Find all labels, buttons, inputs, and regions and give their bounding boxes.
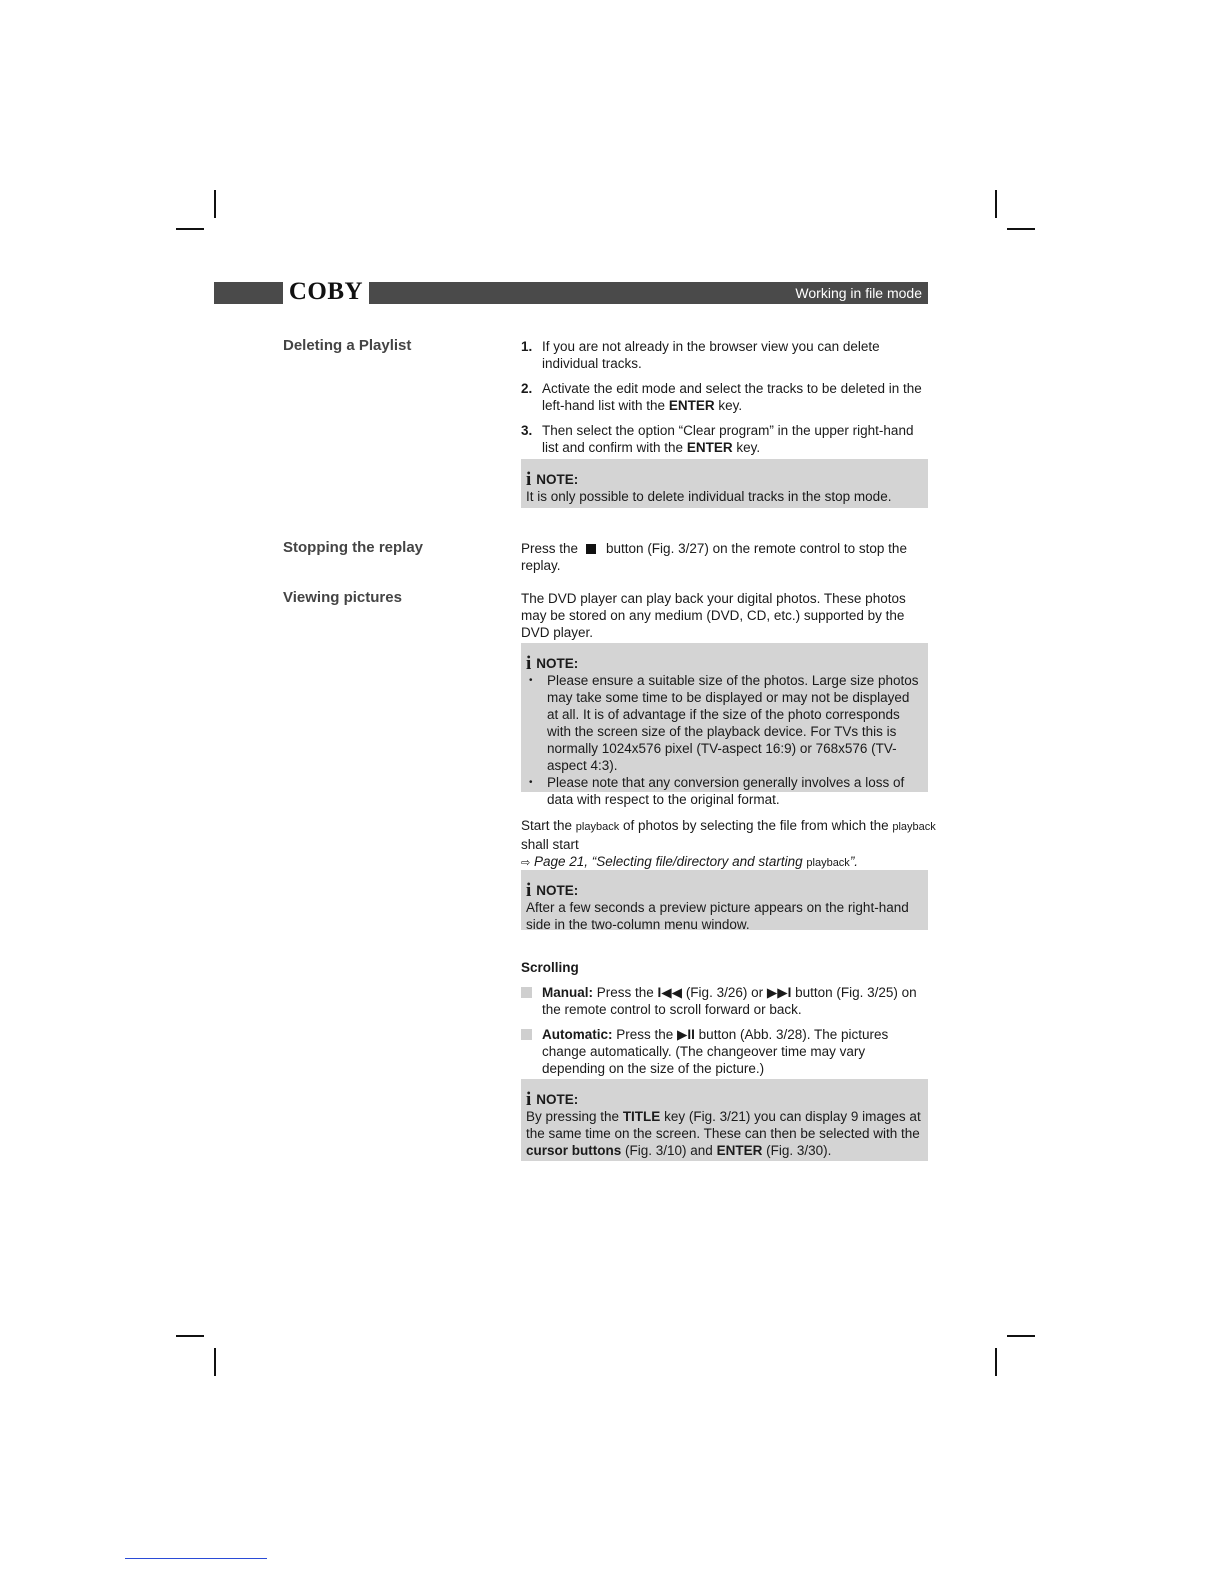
section-title-viewing: Viewing pictures	[283, 589, 402, 606]
info-icon: i	[526, 1089, 532, 1110]
note-box-delete	[521, 459, 928, 508]
step-item	[521, 380, 931, 414]
manual-text: button (Fig. 3/25) on the remote control to scroll forward or back.	[542, 985, 917, 1017]
ref-text: ”.	[849, 854, 859, 869]
note-text	[526, 1108, 923, 1159]
step-text: key.	[732, 440, 761, 455]
stop-icon	[586, 544, 596, 554]
title-key-label: TITLE	[622, 1109, 661, 1124]
start-text: Start the	[521, 818, 576, 833]
automatic-label: Automatic:	[542, 1027, 613, 1042]
stopping-post: button (Fig. 3/27) on the remote control to stop the replay.	[521, 541, 907, 573]
start-text: shall start	[521, 837, 579, 852]
manual-text: Press the	[593, 985, 658, 1000]
deleting-steps	[521, 338, 931, 464]
info-icon: i	[526, 880, 532, 901]
brand-logo: COBY	[283, 278, 369, 306]
bottom-link-underline	[125, 1558, 267, 1559]
step-item	[521, 338, 931, 372]
playback-word: playback	[892, 821, 936, 833]
step-item	[521, 422, 931, 456]
section-title-stopping: Stopping the replay	[283, 539, 424, 556]
ref-text: , “Selecting file/directory and starting	[584, 854, 807, 869]
bullet-dot-icon: •	[529, 777, 533, 788]
skip-forward-icon: ▶▶I	[766, 985, 792, 1000]
step-text: If you are not already in the browser view you can delete individual tracks.	[542, 339, 880, 371]
square-bullet-icon	[521, 987, 532, 998]
note-label: NOTE:	[536, 883, 579, 898]
playback-word: playback	[806, 857, 850, 869]
note-text: After a few seconds a preview picture appears on the right-hand side in the two-column menu window.	[526, 900, 909, 932]
cursor-buttons-label: cursor buttons	[526, 1143, 622, 1158]
stopping-pre: Press the	[521, 541, 579, 556]
crop-mark	[1007, 1335, 1035, 1337]
step-number: 2.	[521, 381, 533, 396]
note-text-part: (Fig. 3/10) and	[621, 1143, 717, 1158]
step-number: 3.	[521, 423, 533, 438]
enter-key-label: ENTER	[686, 440, 733, 455]
start-text: of photos by selecting the file from which the	[619, 818, 893, 833]
bullet-dot-icon: •	[529, 675, 533, 686]
manual-text: (Fig. 3/26) or	[682, 985, 767, 1000]
info-icon: i	[526, 469, 532, 490]
scrolling-title: Scrolling	[521, 960, 579, 975]
info-icon: i	[526, 653, 532, 674]
note-text-part: By pressing the	[526, 1109, 623, 1124]
step-number: 1.	[521, 339, 533, 354]
scrolling-item-automatic	[521, 1026, 931, 1077]
playback-word: playback	[575, 821, 620, 833]
square-bullet-icon	[521, 1029, 532, 1040]
crop-mark	[214, 1348, 216, 1376]
note-bullet	[526, 672, 923, 774]
note-bullet	[526, 774, 923, 808]
crop-mark	[176, 228, 204, 230]
note-text-part: key (Fig. 3/21) you can display 9 images at the same time on the screen. These can then be selected with the	[526, 1109, 921, 1141]
arrow-right-icon: ⇨	[521, 857, 531, 869]
step-text: key.	[714, 398, 743, 413]
play-pause-icon: ▶II	[677, 1027, 695, 1042]
note-bullet-text: Please note that any conversion generally involves a loss of data with respect to the original format.	[547, 775, 905, 807]
step-text: Activate the edit mode and select the tracks to be deleted in the left-hand list with the	[542, 381, 922, 413]
viewing-intro: The DVD player can play back your digital photos. These photos may be stored on any medium (DVD, CD, etc.) supported by the DVD player.	[521, 591, 906, 640]
note-box-preview	[521, 870, 928, 930]
crop-mark	[1007, 228, 1035, 230]
ref-text: Page	[530, 854, 570, 869]
start-playback-text	[521, 817, 941, 872]
automatic-text: Press the	[612, 1027, 678, 1042]
skip-back-icon: I◀◀	[657, 985, 683, 1000]
note-label: NOTE:	[536, 472, 579, 487]
stopping-text	[521, 540, 931, 574]
crop-mark	[176, 1335, 204, 1337]
note-text: It is only possible to delete individual tracks in the stop mode.	[526, 489, 892, 504]
note-heading	[526, 1091, 923, 1108]
scrolling-item-manual	[521, 984, 931, 1018]
note-text-part: (Fig. 3/30).	[762, 1143, 832, 1158]
manual-label: Manual:	[542, 985, 594, 1000]
enter-key-label: ENTER	[716, 1143, 763, 1158]
note-box-title	[521, 1079, 928, 1161]
note-box-photos	[521, 643, 928, 807]
section-title-deleting: Deleting a Playlist	[283, 337, 412, 354]
ref-page-number: 21	[569, 854, 585, 869]
scrolling-list	[521, 984, 931, 1085]
note-heading	[526, 882, 923, 899]
crop-mark	[995, 1348, 997, 1376]
enter-key-label: ENTER	[668, 398, 715, 413]
automatic-text: button (Abb. 3/28). The pictures change automatically. (The changeover time may vary depending on the size of the picture.)	[542, 1027, 889, 1076]
header-title: Working in file mode	[795, 285, 922, 301]
note-heading	[526, 471, 923, 488]
note-label: NOTE:	[536, 656, 579, 671]
step-text: Then select the option “Clear program” in the upper right-hand list and confirm with the	[542, 423, 914, 455]
note-label: NOTE:	[536, 1092, 579, 1107]
start-line	[521, 817, 941, 853]
note-bullet-text: Please ensure a suitable size of the photos. Large size photos may take some time to be displayed or may not be displayed at all. It is of advantage if the size of the photo corresponds with the screen size of the playback device. For TVs this is normally 1024x576 pixel (TV-aspect 16:9) or 768x576 (TV-aspect 4:3).	[547, 673, 919, 773]
note-heading	[526, 655, 923, 672]
crop-mark	[214, 190, 216, 218]
crop-mark	[995, 190, 997, 218]
